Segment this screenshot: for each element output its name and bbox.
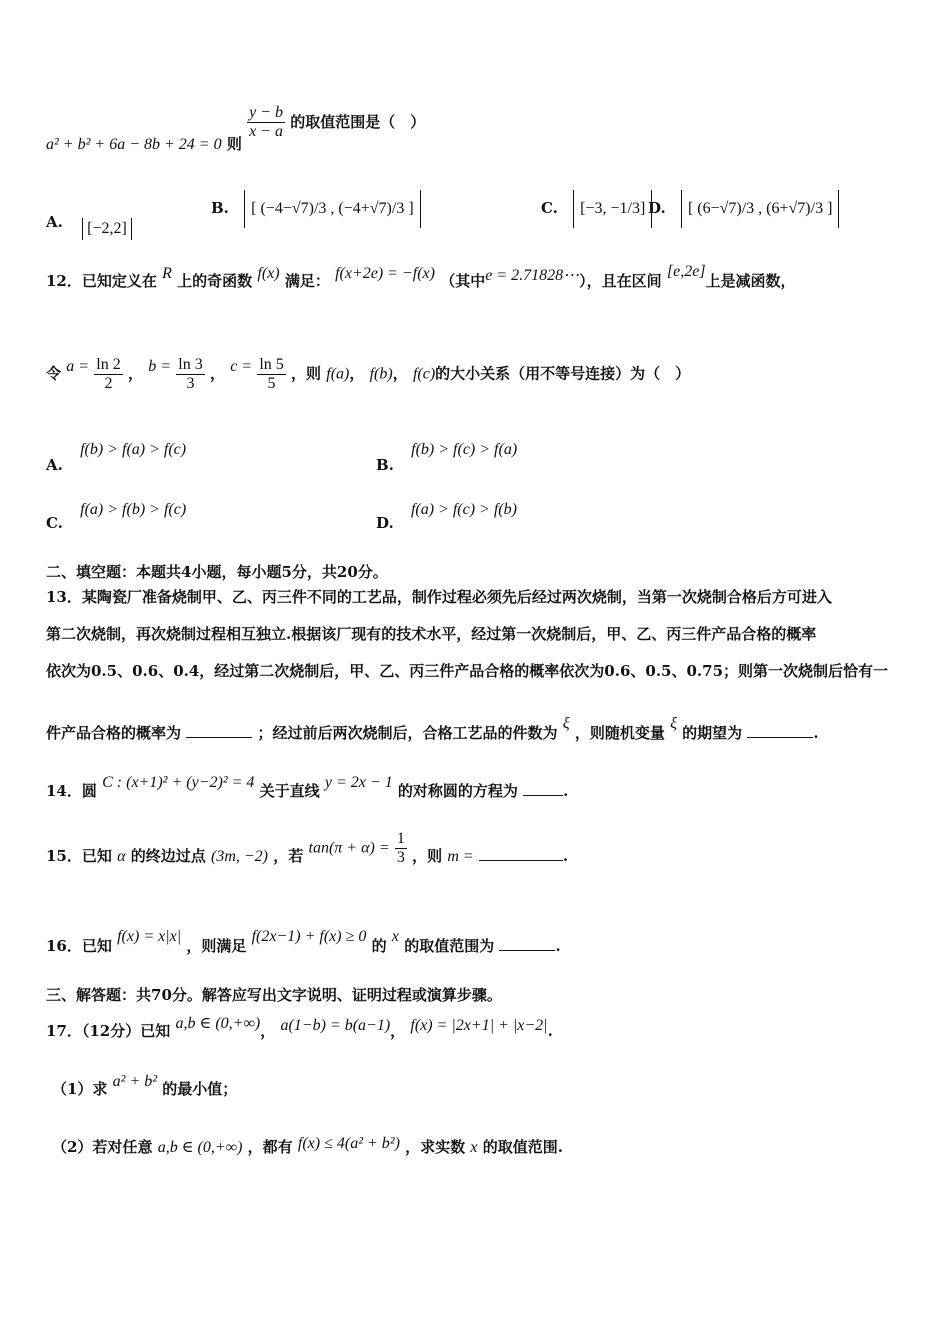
q15-alpha: α xyxy=(117,847,126,865)
q12-line1 xyxy=(46,263,796,291)
q11-option-d-text: [ (6−√7)/3 , (6+√7)/3 ] xyxy=(681,190,839,228)
q11-option-b xyxy=(211,190,421,228)
q12-fx: f(x) xyxy=(257,265,280,282)
q12-option-c-label: C. xyxy=(46,514,63,532)
q12-line2: 令 a = $\frac{\ln 2}{2}$ ， b = $\frac{\ln 3}{3}$ ， c = $\frac{\ln 5}{5}$ ，则 f(a)， f(b)， f(c)的大小关系（用不等号连接）为（ ） xyxy=(46,356,691,392)
q12-option-b-label: B. xyxy=(376,456,394,474)
q12-option-d-label: D. xyxy=(376,514,394,532)
q11-option-b-text: [ (−4−√7)/3 , (−4+√7)/3 ] xyxy=(244,190,421,228)
q15-point: (3m, −2) xyxy=(211,847,269,865)
q12-equation: f(x+2e) = −f(x) xyxy=(335,265,435,282)
q11-option-a-label: A. xyxy=(46,213,63,231)
q15-end: . xyxy=(562,846,569,865)
q11-tail: 的取值范围是（ ） xyxy=(290,112,426,131)
q17-p2-text-c: ，求实数 xyxy=(405,1138,466,1156)
q13-end: . xyxy=(813,724,819,742)
q17-text-a: 17．（12分）已知 xyxy=(46,1022,171,1040)
q12-fa: f(a) xyxy=(326,365,350,383)
q12-text-5: ），且在区间 xyxy=(579,272,662,290)
q15-frac-num: 1 xyxy=(396,830,405,847)
q17-fdef: f(x) = |2x+1| + |x−2| xyxy=(410,1017,548,1034)
q16-text-a: 16．已知 xyxy=(46,937,112,955)
q11-frac-den: x − a xyxy=(249,123,283,140)
q12-option-a xyxy=(46,440,187,474)
q15-text-c: ，若 xyxy=(273,846,304,865)
q12-b-frac xyxy=(176,356,204,393)
q12-option-d-text: f(a) > f(c) > f(b) xyxy=(410,501,517,518)
q12-fc: f(c) xyxy=(412,365,436,383)
q13-text-b: ；经过前后两次烧制后，合格工艺品的件数为 xyxy=(257,724,558,742)
q12-text-4: （其中 xyxy=(440,272,486,290)
q12-set-r: R xyxy=(162,265,172,282)
q13-text-a: 件产品合格的概率为 xyxy=(46,724,182,742)
q13-text-d: 的期望为 xyxy=(682,724,743,742)
q12-b-den: 3 xyxy=(186,375,195,392)
q12-option-c-text: f(a) > f(b) > f(c) xyxy=(80,501,187,518)
q12-b-def: b = xyxy=(148,357,172,375)
q15-frac-den: 3 xyxy=(396,849,405,866)
q15-frac xyxy=(395,830,407,867)
q14-circle-eq: C : (x+1)² + (y−2)² = 4 xyxy=(102,774,255,791)
q13-xi-1: ξ xyxy=(562,715,570,732)
q12-option-d xyxy=(376,500,517,532)
q12-c-num: ln 5 xyxy=(259,356,284,373)
q13-line2: 第二次烧制，再次烧制过程相互独立.根据该厂现有的技术水平，经过第一次烧制后，甲、乙、丙三件产品合格的概率 xyxy=(46,625,817,643)
q16-line xyxy=(46,928,561,956)
q16-text-d: 的取值范围为 xyxy=(404,937,495,955)
q12-text-3: 满足： xyxy=(284,272,330,290)
q11-option-c xyxy=(541,190,652,228)
q17-part2 xyxy=(52,1136,563,1157)
section-3-heading: 三、解答题：共70分。解答应写出文字说明、证明过程或演算步骤。 xyxy=(46,986,502,1004)
q13-blank-1[interactable] xyxy=(186,723,252,738)
q12-text-6: 上是减函数， xyxy=(705,272,796,290)
q17-p1-expr: a² + b² xyxy=(112,1073,158,1090)
q11-condition: a² + b² + 6a − 8b + 24 = 0 xyxy=(46,135,222,153)
q14-text-a: 14．圆 xyxy=(46,782,97,800)
q11-option-c-label: C. xyxy=(541,199,558,217)
q17-p2-ineq: f(x) ≤ 4(a² + b²) xyxy=(297,1135,400,1152)
q16-text-b: ，则满足 xyxy=(186,937,247,955)
q15-m: m = xyxy=(447,847,474,865)
q12-text-1: 已知定义在 xyxy=(81,272,157,290)
q13-text-c: ，则随机变量 xyxy=(574,724,665,742)
q12-option-a-label: A. xyxy=(46,456,63,474)
q12-c-den: 5 xyxy=(267,375,276,392)
q15-text-d: ，则 xyxy=(412,846,443,865)
q17-cond1: a,b ∈ (0,+∞) xyxy=(175,1015,261,1032)
q14-text-b: 关于直线 xyxy=(259,782,320,800)
q12-a-num: ln 2 xyxy=(96,356,121,373)
q17-p1-text-a: （1）求 xyxy=(52,1080,108,1098)
q12-option-b-text: f(b) > f(c) > f(a) xyxy=(411,441,518,458)
q16-fdef: f(x) = x|x| xyxy=(117,928,182,945)
q11-then: 则 xyxy=(226,134,242,153)
q12-a-def: a = xyxy=(66,357,90,375)
q12-e-value: e = 2.71828⋯ xyxy=(485,267,580,284)
q11-stem xyxy=(46,104,426,153)
q12-a-frac xyxy=(94,356,122,393)
q12-c-frac xyxy=(257,356,285,393)
q11-option-d-label: D. xyxy=(648,199,666,217)
q12-number: 12． xyxy=(46,272,82,290)
q14-blank[interactable] xyxy=(523,781,563,796)
q11-frac-num: y − b xyxy=(249,104,283,121)
q12-tail-1: ，则 xyxy=(291,364,322,383)
q13-blank-2[interactable] xyxy=(747,723,813,738)
q17-p2-text-d: 的取值范围. xyxy=(482,1138,563,1156)
q17-p2-cond: a,b ∈ (0,+∞) xyxy=(157,1139,243,1156)
q11-option-b-label: B. xyxy=(211,199,229,217)
q12-c-def: c = xyxy=(230,357,253,375)
q12-tail-2: 的大小关系（用不等号连接）为（ ） xyxy=(435,364,691,383)
q17-cond2: a(1−b) = b(a−1) xyxy=(280,1017,391,1034)
q17-line xyxy=(46,1015,553,1041)
q13-xi-2: ξ xyxy=(670,715,677,732)
q14-line xyxy=(46,774,569,801)
q17-end: . xyxy=(547,1022,553,1040)
q12-text-2: 上的奇函数 xyxy=(177,272,253,290)
q11-option-d xyxy=(648,190,839,228)
q17-p2-text-b: ，都有 xyxy=(247,1138,293,1156)
q17-sep1: ， xyxy=(260,1022,276,1040)
section-2-heading: 二、填空题：本题共4小题，每小题5分，共20分。 xyxy=(46,563,388,581)
q17-sep2: ， xyxy=(390,1022,406,1040)
q12-let: 令 xyxy=(46,364,62,383)
q15-line xyxy=(46,830,568,867)
q12-interval: [e,2e] xyxy=(666,263,706,280)
q17-part1 xyxy=(52,1073,238,1099)
q16-blank[interactable] xyxy=(499,936,555,951)
q15-tan-expr: tan(π + α) = xyxy=(308,839,390,857)
q11-option-a-text: [−2,2] xyxy=(82,218,132,240)
q17-p1-text-b: 的最小值； xyxy=(162,1080,238,1098)
q16-x: x xyxy=(391,928,399,945)
q12-b-num: ln 3 xyxy=(178,356,203,373)
q11-option-a xyxy=(46,212,132,237)
q12-option-c xyxy=(46,500,187,532)
q12-fb: f(b) xyxy=(369,365,393,383)
q12-option-a-text: f(b) > f(a) > f(c) xyxy=(80,441,187,458)
q15-text-a: 15．已知 xyxy=(46,846,112,865)
q14-end: . xyxy=(563,782,569,800)
q15-blank[interactable] xyxy=(479,846,563,861)
q11-option-c-text: [−3, −1/3] xyxy=(573,190,652,228)
q13-line3: 依次为0.5、0.6、0.4，经过第二次烧制后，甲、乙、丙三件产品合格的概率依次为0.6、0.5、0.75；则第一次烧制后恰有一 xyxy=(46,662,889,680)
q14-text-c: 的对称圆的方程为 xyxy=(397,782,518,800)
q13-line1: 13．某陶瓷厂准备烧制甲、乙、丙三件不同的工艺品，制作过程必须先后经过两次烧制，当第一次烧制合格后方可进入 xyxy=(46,588,832,606)
q12-a-den: 2 xyxy=(104,375,113,392)
q12-option-b xyxy=(376,440,518,474)
q17-p2-text-a: （2）若对任意 xyxy=(52,1138,153,1156)
q16-end: . xyxy=(555,937,561,955)
q11-fraction xyxy=(247,104,285,141)
q16-ineq: f(2x−1) + f(x) ≥ 0 xyxy=(251,928,367,945)
q15-text-b: 的终边过点 xyxy=(130,846,206,865)
q14-line-eq: y = 2x − 1 xyxy=(324,774,393,791)
q16-text-c: 的 xyxy=(371,937,387,955)
q17-p2-x: x xyxy=(470,1139,478,1156)
q13-line4 xyxy=(46,715,819,743)
